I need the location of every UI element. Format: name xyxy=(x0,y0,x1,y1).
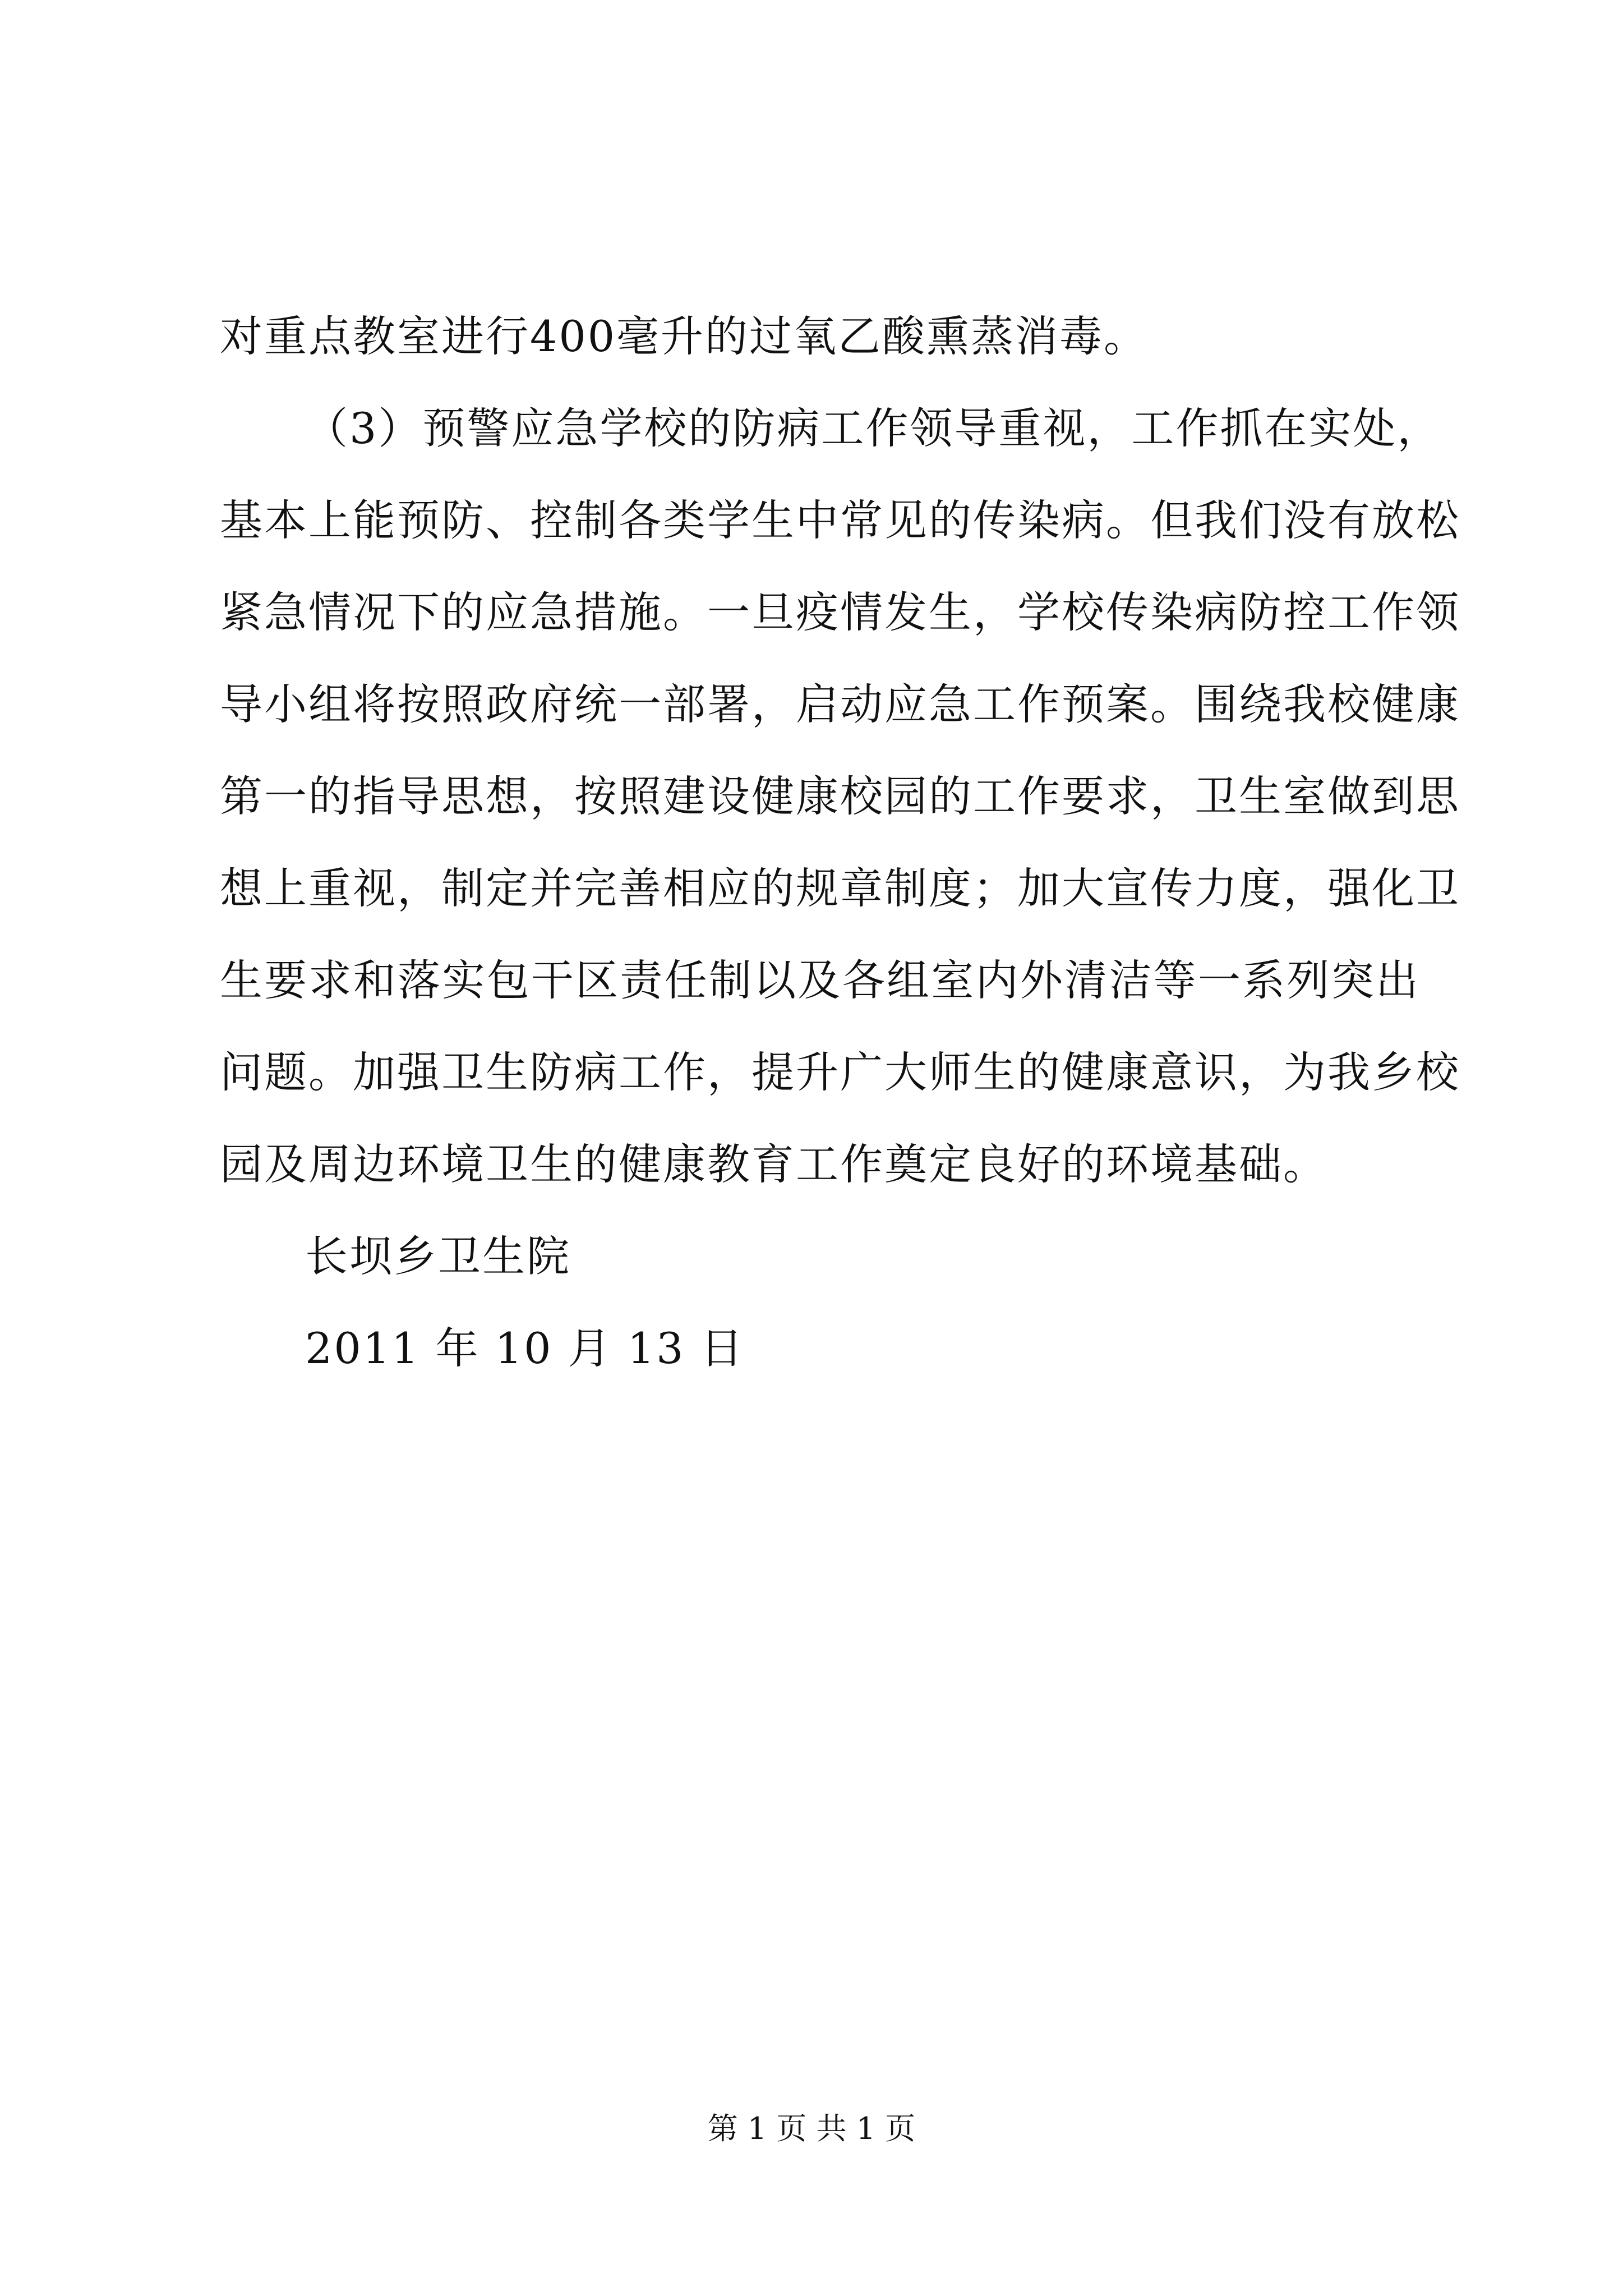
paragraph-line: 紧急情况下的应急措施。一旦疫情发生，学校传染病防控工作领 xyxy=(220,587,1460,637)
signature-organization: 长坝乡卫生院 xyxy=(305,1231,571,1281)
paragraph-line: 园及周边环境卫生的健康教育工作奠定良好的环境基础。 xyxy=(220,1139,1327,1189)
paragraph-line: 基本上能预防、控制各类学生中常见的传染病。但我们没有放松 xyxy=(220,495,1460,545)
document-body xyxy=(220,291,1460,1395)
paragraph-line: 问题。加强卫生防病工作，提升广大师生的健康意识，为我乡校 xyxy=(220,1047,1460,1097)
paragraph-line: 想上重视，制定并完善相应的规章制度；加大宣传力度，强化卫 xyxy=(220,863,1460,913)
page-footer xyxy=(0,2109,1623,2148)
paragraph-line: 第一的指导思想，按照建设健康校园的工作要求，卫生室做到思 xyxy=(220,771,1460,821)
paragraph-line: 生要求和落实包干区责任制以及各组室内外清洁等一系列突出 xyxy=(220,955,1420,1005)
paragraph-line: 对重点教室进行400毫升的过氧乙酸熏蒸消毒。 xyxy=(220,311,1149,361)
signature-date: 2011 年 10 月 13 日 xyxy=(305,1323,745,1373)
paragraph-line: （3）预警应急学校的防病工作领导重视，工作抓在实处， xyxy=(305,403,1442,453)
paragraph-line: 导小组将按照政府统一部署，启动应急工作预案。围绕我校健康 xyxy=(220,679,1460,729)
page-number: 第 1 页 共 1 页 xyxy=(707,2111,916,2146)
